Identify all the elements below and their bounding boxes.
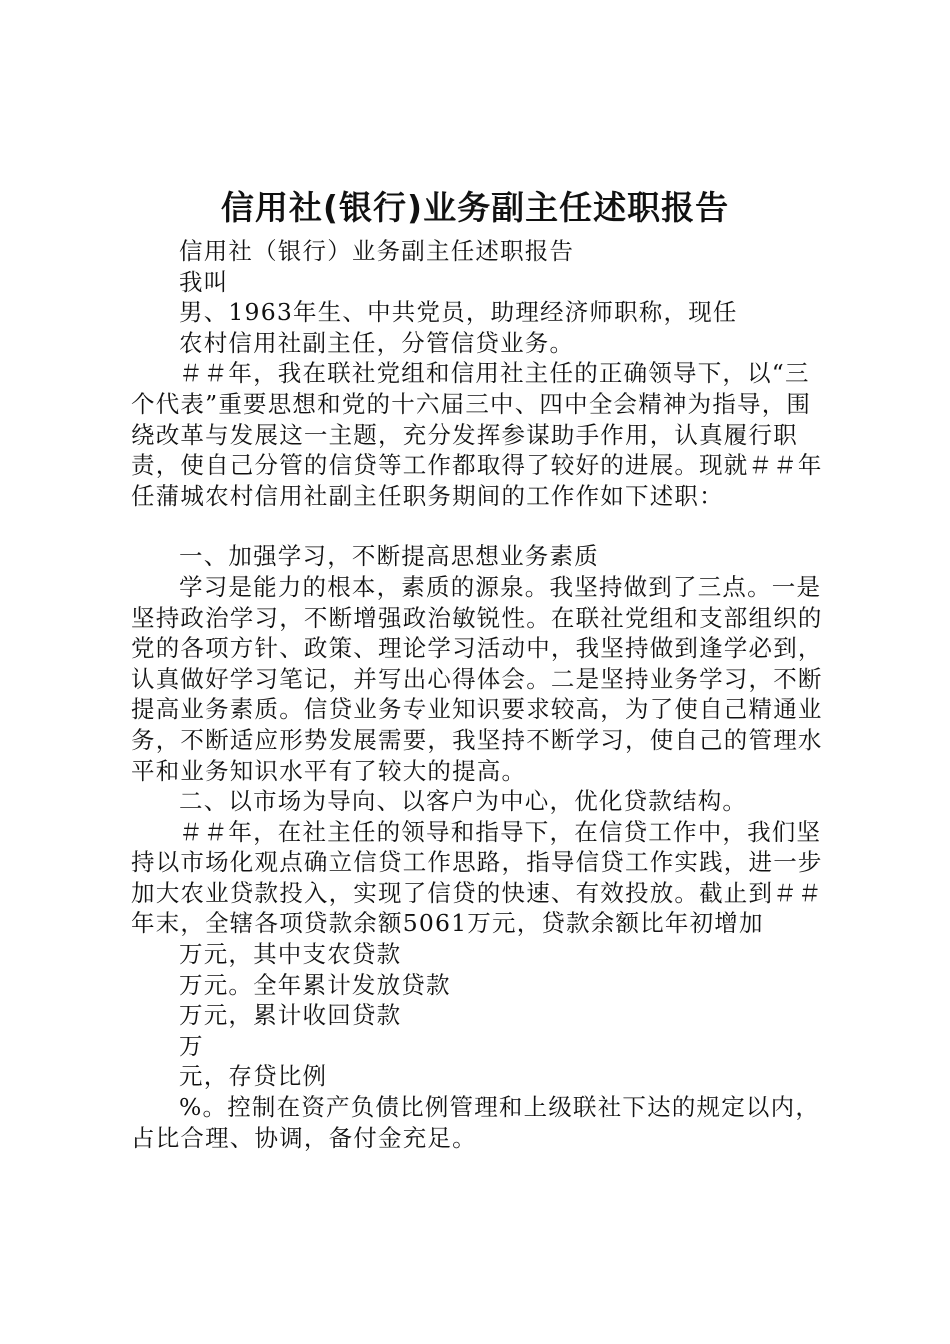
paragraph-gap [131,511,831,541]
name-line: 我叫 [179,267,229,296]
loan-line-2: 万元。全年累计发放贷款 [179,970,451,999]
study-paragraph: 学习是能力的根本，素质的源泉。我坚持做到了三点。一是坚持政治学习，不断增强政治敏锐性。在联社党组和支部组织的党的各项方针、政策、理论学习活动中，我坚持做到逢学必到，认真做好学习笔记，并写出心得体会。二是坚持业务学习，不断提高业务素质。信贷业务专业知识要求较高，为了使自己精通业务，不断适应形势发展需要，我坚持不断学习，使自己的管理水平和业务知识水平有了较大的提高。 [131,572,823,785]
loan-line-5: 元，存贷比例 [179,1062,328,1091]
loan-line-3: 万元，累计收回贷款 [179,1001,402,1030]
position-line: 农村信用社副主任，分管信贷业务。 [179,328,575,357]
loan-line-4: 万 [179,1031,204,1060]
loan-line-1: 万元，其中支农贷款 [179,940,402,969]
ratio-paragraph: %。控制在资产负债比例管理和上级联社下达的规定以内，占比合理、协调，备付金充足。 [131,1093,821,1152]
section-heading-2: 二、以市场为导向、以客户为中心，优化贷款结构。 [179,787,748,816]
profile-line: 男、1963年生、中共党员，助理经济师职称，现任 [179,298,738,327]
subtitle-paragraph: 信用社（银行）业务副主任述职报告 [179,237,575,265]
intro-paragraph: ＃＃年，我在联社党组和信用社主任的正确领导下，以“三个代表”重要思想和党的十六届三中、四中全会精神为指导，围绕改革与发展这一主题，充分发挥参谋助手作用，认真履行职责，使自己分管的信贷等工作都取得了较好的进展。现就＃＃年任蒲城农村信用社副主任职务期间的工作作如下述职： [131,359,823,510]
document-body [131,236,831,1153]
document-title: 信用社(银行)业务副主任述职报告 [220,188,730,227]
loan-paragraph: ＃＃年，在社主任的领导和指导下，在信贷工作中，我们坚持以市场化观点确立信贷工作思路，指导信贷工作实践，进一步加大农业贷款投入，实现了信贷的快速、有效投放。截止到＃＃年末，全辖各项贷款余额5061万元，贷款余额比年初增加 [131,817,823,938]
section-heading-1: 一、加强学习，不断提高思想业务素质 [179,542,599,571]
